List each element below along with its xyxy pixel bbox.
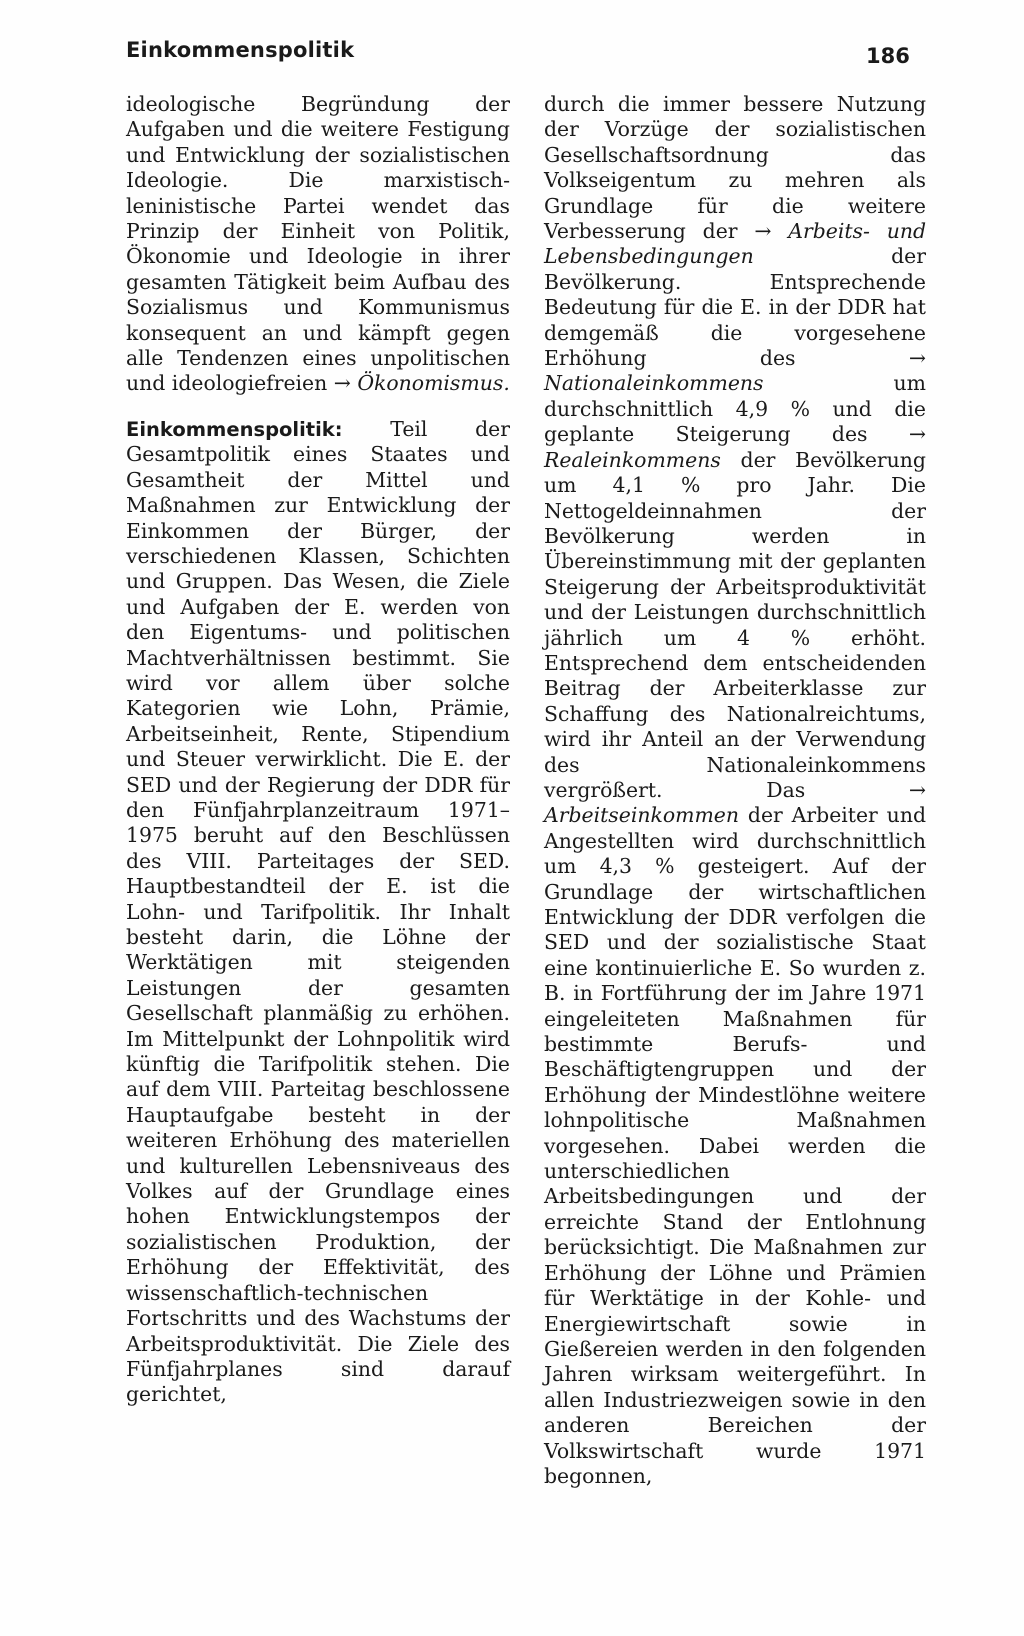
entry-text: Teil der Gesamtpolitik eines Staates und Gesamtheit der Mittel und Maßnahmen zur Entwicklung der Einkommen der Bürger, der verschiedenen Klassen, Schichten und Gruppen. Das Wesen, die Ziele und Aufgaben der E. werden von den Eigentums- und politischen Machtverhältnissen bestimmt. Sie wird vor allem über solche Kategorien wie Lohn, Prämie, Arbeitseinheit, Rente, Stipendium und Steuer verwirklicht. Die E. der SED und der Regierung der DDR für den Fünfjahrplanzeitraum 1971–1975 beruht auf den Beschlüssen des VIII. Parteitages der SED. Hauptbestandteil der E. ist die Lohn- und Tarifpolitik. Ihr Inhalt besteht darin, die Löhne der Werktätigen mit steigenden Leistungen der gesamten Gesellschaft planmäßig zu erhöhen. Im Mittelpunkt der Lohnpolitik wird künftig die Tarifpolitik stehen. Die auf dem VIII. Parteitag beschlossene Hauptaufgabe besteht in der weiteren Erhöhung des materiellen und kulturellen Lebensniveaus des Volkes auf der Grundlage eines hohen Entwicklungstempos der sozialistischen Produktion, der Erhöhung der Effektivität, des wissenschaftlich-technischen Fortschritts und des Wachstums der Arbeitsproduktivität. Die Ziele des Fünfjahrplanes sind darauf gerichtet,	[126, 416, 510, 1407]
paragraph-text: um durchschnittlich 4,9 % und die geplante Steigerung des	[544, 371, 926, 447]
cross-reference-arrow: →	[333, 371, 351, 396]
paragraph-text: durch die immer bessere Nutzung der Vorzüge der sozialistischen Gesellschaftsordnung das Volkseigentum zu mehren als Grundlage für die weitere Verbesserung der	[544, 92, 926, 244]
entry-continuation	[544, 92, 926, 1489]
paragraph-text: der Arbeiter und Angestellten wird durchschnittlich um 4,3 % gesteigert. Auf der Grundlage der wirtschaftlichen Entwicklung der DDR verfolgen die SED und der sozialistische Staat eine kontinuierliche E. So wurden z. B. in Fortführung der im Jahre 1971 eingeleiteten Maßnahmen für bestimmte Berufs- und Beschäftigtengruppen und der Erhöhung der Mindestlöhne weitere lohnpolitische Maßnahmen vorgesehen. Dabei werden die unterschiedlichen Arbeitsbedingungen und der erreichte Stand der Entlohnung berücksichtigt. Die Maßnahmen zur Erhöhung der Löhne und Prämien für Werktätige in der Kohle- und Energiewirtschaft sowie in Gießereien werden in den folgenden Jahren wirksam weitergeführt. In allen Industriezweigen sowie in den anderen Bereichen der Volkswirtschaft wurde 1971 begonnen,	[544, 803, 926, 1488]
cross-reference-arrow: →	[908, 422, 927, 447]
cross-reference-arrow: →	[754, 219, 772, 244]
cross-reference: Arbeitseinkommen	[544, 803, 739, 828]
cross-reference-arrow: →	[908, 777, 926, 802]
page-number: 186	[866, 44, 910, 68]
cross-reference: Ökonomismus.	[357, 371, 510, 396]
cross-reference: Arbeits- und Lebensbedingungen	[544, 219, 927, 269]
running-title: Einkommenspolitik	[126, 38, 355, 62]
continued-paragraph	[126, 92, 510, 397]
left-column	[126, 92, 510, 1408]
cross-reference: Realeinkommens	[544, 447, 721, 472]
paragraph-text: der Bevölkerung um 4,1 % pro Jahr. Die Nettogeldeinnahmen der Bevölkerung werden in Übereinstimmung mit der geplanten Steigerung der Arbeitsproduktivität und der Leistungen durchschnittlich jährlich um 4 % erhöht. Entsprechend dem entscheidenden Beitrag der Arbeiterklasse zur Schaffung des Nationalreichtums, wird ihr Anteil an der Verwendung des Nationaleinkommens vergrößert. Das	[544, 447, 926, 802]
paragraph-text: ideologische Begründung der Aufgaben und die weitere Festigung und Entwicklung der sozialistischen Ideologie. Die marxistisch-leninistische Partei wendet das Prinzip der Einheit von Politik, Ökonomie und Ideologie in ihrer gesamten Tätigkeit beim Aufbau des Sozialismus und Kommunismus konsequent an und kämpft gegen alle Tendenzen eines unpolitischen und ideologiefreien	[126, 92, 510, 396]
entry-headword: Einkommenspolitik:	[126, 417, 343, 441]
dictionary-entry	[126, 417, 510, 1408]
cross-reference: Nationaleinkommens	[544, 371, 764, 396]
paragraph-text: der Bevölkerung. Entsprechende Bedeutung für die E. in der DDR hat demgemäß die vorgesehene Erhöhung des	[544, 244, 926, 371]
right-column	[544, 92, 926, 1489]
cross-reference-arrow: →	[908, 346, 927, 371]
